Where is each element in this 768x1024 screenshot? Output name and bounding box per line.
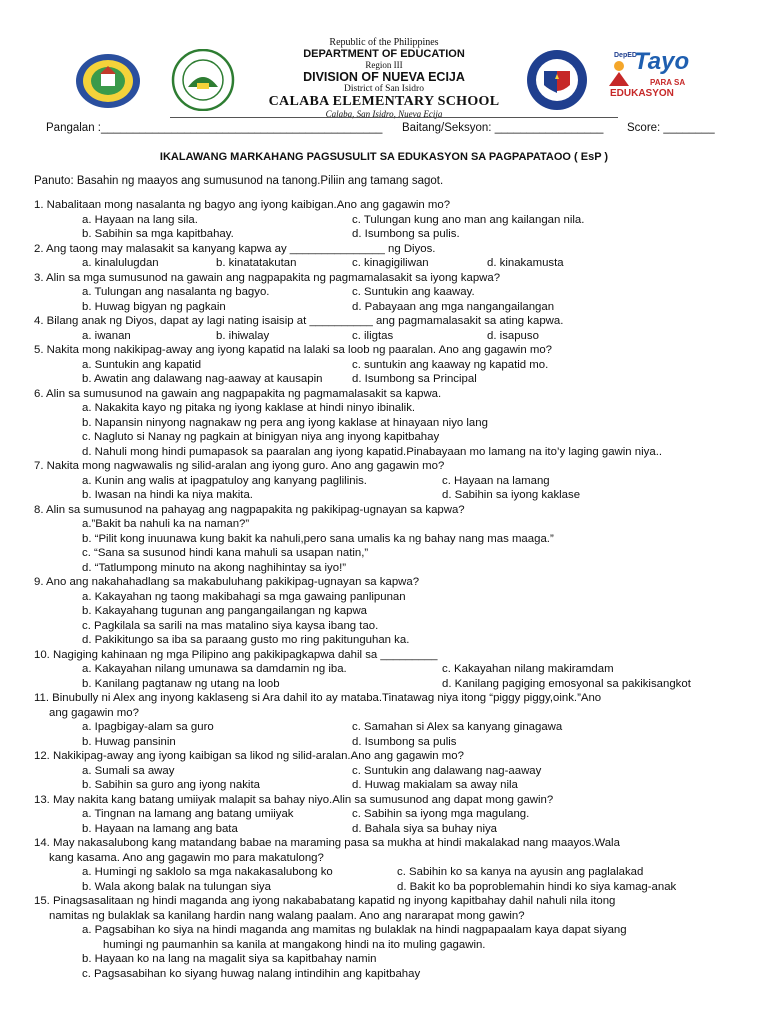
question-12	[0, 749, 768, 793]
question-9	[0, 575, 768, 648]
question-text: 1. Nabalitaan mong nasalanta ng bagyo ang iyong kaibigan.Ano ang gagawin mo?	[34, 199, 451, 211]
answer-option[interactable]: a. kinalulugdan	[82, 257, 159, 269]
question-4	[0, 314, 768, 343]
answer-option[interactable]: c. Tulungan kung ano man ang kailangan nila.	[352, 213, 585, 226]
answer-option[interactable]: d. Isumbong sa Principal	[352, 373, 477, 385]
answer-option[interactable]: a. Ipagbigay-alam sa guro	[82, 721, 214, 733]
header-divider	[170, 117, 618, 118]
question-text-continued: kang kasama. Ano ang gagawin mo para makatulong?	[49, 851, 324, 864]
option-row	[0, 358, 768, 373]
logo-edukasyon-text: EDUKASYON	[610, 88, 674, 99]
school-address: Calaba, San Isidro, Nueva Ecija	[325, 109, 443, 119]
answer-option[interactable]: d. Pakikitungo sa iba sa paraang gusto mo ring pakitunguhan ka.	[82, 634, 410, 646]
question-text: 10. Nagiging kahinaan ng mga Pilipino ang pakikipagkapwa dahil sa _________	[34, 648, 438, 661]
logo-figure-icon	[604, 58, 634, 88]
logo-small-text: DepED	[614, 52, 637, 59]
answer-option[interactable]: c. Suntukin ang dalawang nag-aaway	[352, 764, 542, 777]
option-row	[0, 227, 768, 242]
answer-option[interactable]: c. Sabihin ko sa kanya na ayusin ang paglalakad	[397, 866, 644, 878]
option-row	[0, 778, 768, 793]
answer-option[interactable]: b. Iwasan na hindi ka niya makita.	[82, 489, 253, 501]
answer-option[interactable]: b. Hayaan ko na lang na magalit siya sa kapitbahay namin	[82, 953, 377, 965]
answer-option[interactable]: c. “Sana sa susunod hindi kana mahuli sa usapan natin,”	[82, 547, 369, 559]
answer-option[interactable]: b. Huwag pansinin	[82, 735, 176, 748]
answer-option[interactable]: a. Humingi ng saklolo sa mga nakakasalubong ko	[82, 866, 333, 878]
option-row	[0, 474, 768, 489]
score-field[interactable]: Score: ________	[627, 122, 715, 134]
question-text: 13. May nakita kang batang umiiyak malapit sa bahay niyo.Alin sa sumusunod ang dapat mong gawin?	[34, 793, 554, 806]
question-text: 9. Ano ang nakahahadlang sa makabuluhang pakikipag-ugnayan sa kapwa?	[34, 576, 420, 588]
answer-option[interactable]: d. kinakamusta	[487, 257, 564, 269]
school-name: CALABA ELEMENTARY SCHOOL	[268, 94, 500, 109]
question-5	[0, 343, 768, 387]
answer-option[interactable]: d. isapuso	[487, 329, 539, 342]
answer-option[interactable]: a. Hayaan na lang sila.	[82, 213, 198, 226]
question-14	[0, 836, 768, 894]
answer-option[interactable]: a.”Bakit ba nahuli ka na naman?”	[82, 518, 250, 530]
answer-option[interactable]: b. Hayaan na lamang ang bata	[82, 822, 238, 835]
question-15	[0, 894, 768, 981]
answer-option[interactable]: b. Huwag bigyan ng pagkain	[82, 300, 226, 313]
tayo-para-sa-edukasyon-logo	[604, 46, 688, 108]
option-row	[0, 300, 768, 315]
grade-section-field[interactable]: Baitang/Seksyon: _________________	[402, 122, 604, 134]
option-row	[0, 329, 768, 344]
option-row	[0, 822, 768, 837]
logo-para-sa-text: PARA SA	[650, 78, 686, 87]
answer-option[interactable]: c. iligtas	[352, 329, 394, 342]
question-text-continued: ang gagawin mo?	[49, 706, 139, 719]
question-10	[0, 648, 768, 692]
question-text-continued: namitas ng bulaklak sa kanilang hardin nang walang paalam. Ano ang nararapat mong gawin?	[49, 909, 525, 922]
question-2	[0, 242, 768, 271]
question-text: 3. Alin sa mga sumusunod na gawain ang nagpapakita ng pagmamalasakit sa iyong kapwa?	[34, 271, 501, 284]
question-text: 14. May nakasalubong kang matandang babae na maraming pasa sa mukha at hindi makalakad nang maayos.Wala	[34, 837, 620, 849]
answer-option[interactable]: b. ihiwalay	[216, 329, 270, 342]
instruction: Panuto: Basahin ng maayos ang sumusunod na tanong.Piliin ang tamang sagot.	[34, 175, 444, 187]
option-row	[0, 807, 768, 822]
question-text: 6. Alin sa sumusunod na gawain ang nagpapakita ng pagmamalasakit sa kapwa.	[34, 387, 442, 400]
answer-option[interactable]: a. Kakayahan ng taong makibahagi sa mga gawaing panlipunan	[82, 590, 406, 603]
option-row	[0, 662, 768, 677]
option-row	[0, 256, 768, 271]
option-row	[0, 488, 768, 503]
question-6	[0, 387, 768, 460]
answer-option[interactable]: a. Suntukin ang kapatid	[82, 358, 202, 371]
question-list	[0, 198, 768, 981]
answer-option[interactable]: b. Sabihin sa guro ang iyong nakita	[82, 779, 260, 791]
option-row	[0, 735, 768, 750]
answer-option[interactable]: d. Isumbong sa pulis	[352, 735, 457, 748]
school-header	[0, 0, 768, 122]
answer-option[interactable]: b. Kakayahang tugunan ang pangangailangan ng kapwa	[82, 605, 368, 617]
answer-option[interactable]: b. Sabihin sa mga kapitbahay.	[82, 228, 234, 240]
answer-option[interactable]: d. “Tatlumpong minuto na akong naghihintay sa iyo!”	[82, 561, 347, 574]
answer-option[interactable]: d. Bakit ko ba poproblemahin hindi ko siya kamag-anak	[397, 880, 677, 893]
answer-option[interactable]: c. Hayaan na lamang	[442, 474, 550, 487]
answer-option[interactable]: b. Awatin ang dalawang nag-aaway at kausapin	[82, 373, 323, 385]
option-row	[0, 677, 768, 692]
logo-tayo-text: Tayo	[634, 48, 690, 75]
department-text: DEPARTMENT OF EDUCATION	[303, 48, 465, 60]
answer-option[interactable]: d. Nahuli mong hindi pumapasok sa paaralan ang iyong kapatid.Pinabayaan mo lamang na ito’y laging gawin niya..	[82, 445, 663, 458]
answer-option[interactable]: d. Pabayaan ang mga nangangailangan	[352, 300, 555, 313]
option-row	[0, 865, 768, 880]
option-row	[0, 764, 768, 779]
question-text: 12. Nakikipag-away ang iyong kaibigan sa likod ng silid-aralan.Ano ang gagawin mo?	[34, 750, 464, 762]
question-text: 4. Bilang anak ng Diyos, dapat ay lagi nating isaisip at __________ ang pagmamalasakit sa ating kapwa.	[34, 315, 564, 327]
question-text: 11. Binubully ni Alex ang inyong kaklaseng si Ara dahil ito ay mataba.Tinatawag niya itong “piggy piggy,oink.”Ano	[34, 692, 602, 704]
exam-title: IKALAWANG MARKAHANG PAGSUSULIT SA EDUKASYON SA PAGPAPATAOO ( EsP )	[159, 151, 609, 163]
question-text: 2. Ang taong may malasakit sa kanyang kapwa ay _______________ ng Diyos.	[34, 242, 436, 255]
answer-option[interactable]: a. Kunin ang walis at ipagpatuloy ang kanyang paglilinis.	[82, 474, 367, 487]
answer-option-continued: humingi ng paumanhin sa kanila at mangakong hindi na ito muling gagawin.	[103, 938, 486, 951]
answer-option[interactable]: b. Wala akong balak na tulungan siya	[82, 880, 271, 893]
answer-option[interactable]: c. Samahan si Alex sa kanyang ginagawa	[352, 721, 563, 733]
question-3	[0, 271, 768, 315]
answer-option[interactable]: c. suntukin ang kaaway ng kapatid mo.	[352, 358, 549, 371]
answer-option[interactable]: a. Tingnan na lamang ang batang umiiyak	[82, 808, 294, 820]
answer-option[interactable]: b. Napansin ninyong nagnakaw ng pera ang iyong kaklase at hinayaan niyo lang	[82, 416, 488, 429]
answer-option[interactable]: a. Kakayahan nilang umunawa sa damdamin ng iba.	[82, 663, 347, 675]
question-7	[0, 459, 768, 503]
header-text	[200, 38, 568, 119]
question-11	[0, 691, 768, 749]
answer-option[interactable]: c. Pagkilala sa sarili na mas matalino siya kaysa ibang tao.	[82, 619, 379, 632]
answer-option[interactable]: d. Isumbong sa pulis.	[352, 228, 460, 240]
question-text: 15. Pinagsasalitaan ng hindi maganda ang iyong nakababatang kapatid ng inyong kapitbahay dahil nahuli nila itong	[34, 895, 616, 907]
option-row	[0, 285, 768, 300]
answer-option[interactable]: b. “Pilit kong inuunawa kung bakit ka nahuli,pero sana umalis ka ng bahay nang mas maaga.”	[82, 532, 554, 545]
district-text: District of San Isidro	[344, 83, 424, 94]
division-text: DIVISION OF NUEVA ECIJA	[303, 70, 465, 84]
answer-option[interactable]: b. kinatatakutan	[216, 257, 297, 269]
answer-option[interactable]: a. Nakakita kayo ng pitaka ng iyong kaklase at hindi ninyo ibinalik.	[82, 402, 416, 414]
answer-option[interactable]: c. kinagigiliwan	[352, 257, 429, 269]
option-row	[0, 372, 768, 387]
answer-option[interactable]: a. Pagsabihan ko siya na hindi maganda ang mamitas ng bulaklak na hindi nagpapaalam kaya dapat siyang	[82, 924, 627, 936]
answer-option[interactable]: c. Kakayahan nilang makiramdam	[442, 663, 614, 675]
answer-option[interactable]: c. Suntukin ang kaaway.	[352, 286, 475, 298]
answer-option[interactable]: d. Kanilang pagiging emosyonal sa pakikisangkot	[442, 677, 691, 690]
name-field[interactable]: Pangalan :____________________________________________	[46, 122, 383, 134]
question-text: 8. Alin sa sumusunod na pahayag ang nagpapakita ng pakikipag-ugnayan sa kapwa?	[34, 503, 465, 516]
answer-option[interactable]: b. Kanilang pagtanaw ng utang na loob	[82, 677, 280, 690]
question-13	[0, 793, 768, 837]
question-1	[0, 198, 768, 242]
answer-option[interactable]: a. Sumali sa away	[82, 764, 175, 777]
answer-option[interactable]: a. iwanan	[82, 329, 131, 342]
answer-option[interactable]: c. Nagluto si Nanay ng pagkain at binigyan niya ang inyong kapitbahay	[82, 431, 440, 443]
question-text: 5. Nakita mong nakikipag-away ang iyong kapatid na lalaki sa loob ng paaralan. Ano ang gagawin mo?	[34, 344, 552, 356]
answer-option[interactable]: d. Sabihin sa iyong kaklase	[442, 489, 581, 501]
answer-option[interactable]: c. Pagsasabihan ko siyang huwag nalang intindihin ang kapitbahay	[82, 967, 421, 980]
answer-option[interactable]: c. Sabihin sa iyong mga magulang.	[352, 808, 530, 820]
option-row	[0, 720, 768, 735]
question-8	[0, 503, 768, 576]
answer-option[interactable]: d. Bahala siya sa buhay niya	[352, 822, 498, 835]
option-row	[0, 880, 768, 895]
answer-option[interactable]: a. Tulungan ang nasalanta ng bagyo.	[82, 286, 270, 298]
answer-option[interactable]: d. Huwag makialam sa away nila	[352, 779, 518, 791]
option-row	[0, 213, 768, 228]
region-text: Region III	[365, 60, 403, 70]
question-text: 7. Nakita mong nagwawalis ng silid-aralan ang iyong guro. Ano ang gagawin mo?	[34, 460, 445, 472]
calaba-school-seal	[74, 52, 142, 110]
republic-text: Republic of the Philippines	[329, 37, 439, 48]
